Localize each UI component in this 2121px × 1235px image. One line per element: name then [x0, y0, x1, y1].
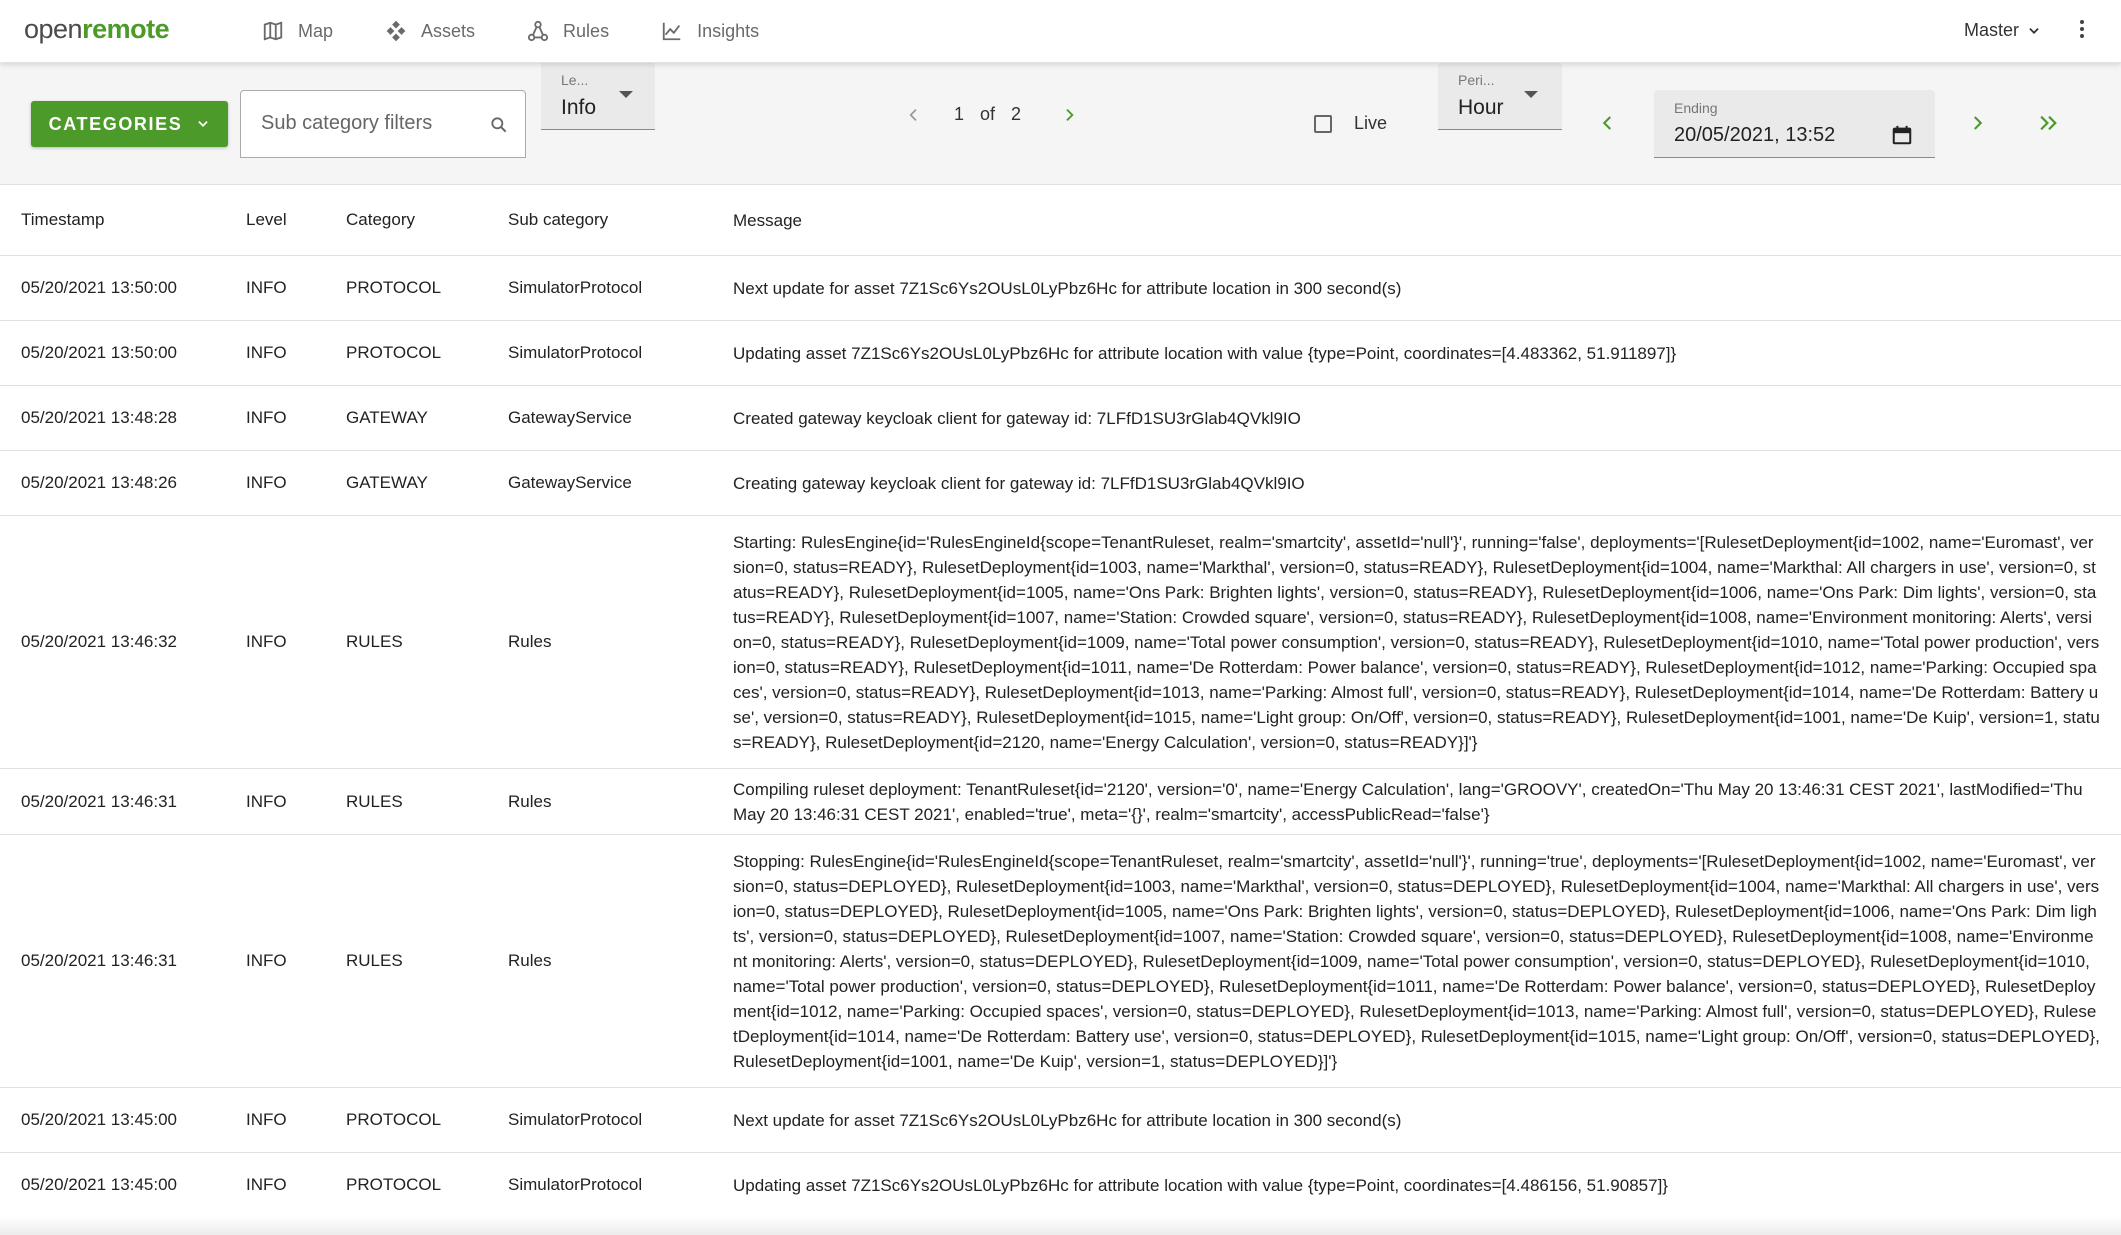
cell-timestamp: 05/20/2021 13:45:00 — [21, 1175, 177, 1194]
app-header — [0, 0, 2121, 63]
chevron-right-icon — [1061, 107, 1077, 123]
period-select-label: Peri... — [1458, 72, 1495, 88]
table-row[interactable] — [0, 386, 2121, 451]
rules-icon — [527, 20, 549, 42]
message-text: Next update for asset 7Z1Sc6Ys2OUsL0LyPbz6Hc for attribute location in 300 second(s) — [733, 278, 1402, 298]
cell-level: INFO — [246, 632, 287, 651]
calendar-icon[interactable] — [1891, 124, 1913, 146]
cell-category: GATEWAY — [346, 473, 428, 492]
cell-level: INFO — [246, 278, 287, 297]
double-chevron-right-icon — [2038, 113, 2060, 133]
level-select-label: Le... — [561, 72, 589, 88]
pagination — [906, 104, 1077, 125]
insights-icon — [661, 20, 683, 42]
ending-date-field[interactable] — [1654, 90, 1935, 158]
map-icon — [262, 20, 284, 42]
message-text: Created gateway keycloak client for gateway id: 7LFfD1SU3rGlab4QVkl9IO — [733, 408, 1301, 428]
cell-timestamp: 05/20/2021 13:50:00 — [21, 278, 177, 297]
cell-subcategory: SimulatorProtocol — [508, 1110, 643, 1129]
live-toggle[interactable] — [1314, 113, 1387, 134]
column-header-subcategory[interactable]: Sub category — [508, 210, 609, 229]
column-header-timestamp[interactable]: Timestamp — [21, 210, 105, 229]
cell-subcategory: SimulatorProtocol — [508, 343, 643, 362]
nav-item-insights[interactable] — [661, 20, 759, 42]
cell-subcategory: Rules — [508, 951, 552, 970]
cell-subcategory: GatewayService — [508, 473, 632, 492]
message-text: Starting: RulesEngine{id='RulesEngineId{scope=TenantRuleset, realm='smartcity', assetId='null'}', running='false', deployments='[RulesetDeployment{id=1002, name='Euromast', version=0, status=READY}, RulesetDeployment{id=1003, name='Markthal', version=0, status=READY}, RulesetDeployment{id=1004, name='Markthal: All chargers in use', version=0, status=READY}, RulesetDeployment{id=1005, name='Ons Park: Brighten lights', version=0, status=READY}, RulesetDeployment{id=1006, name='Ons Park: Dim lights', version=0, status=READY}, RulesetDeployment{id=1007, name='Station: Crowded square', version=0, status=READY}, RulesetDeployment{id=1008, name='Environment monitoring: Alerts', version=0, status=READY}, RulesetDeployment{id=1009, name='Total power consumption', version=0, status=READY}, RulesetDeployment{id=1010, name='Total power production', version=0, status=READY}, RulesetDeployment{id=1011, name='De Rotterdam: Power balance', version=0, status=READY}, RulesetDeployment{id=1012, name='Parking: Occupied spaces', version=0, status=READY}, RulesetDeployment{id=1013, name='Parking: Almost full', version=0, status=READY}, RulesetDeployment{id=1014, name='De Rotterdam: Battery use', version=0, status=READY}, RulesetDeployment{id=1015, name='Light group: On/Off', version=0, status=READY}, RulesetDeployment{id=1001, name='De Kuip', version=1, status=READY}, RulesetDeployment{id=2120, name='Energy Calculation', version=0, status=READY}]'} — [733, 532, 2100, 752]
cell-timestamp: 05/20/2021 13:46:31 — [21, 951, 177, 970]
table-row[interactable] — [0, 451, 2121, 516]
bottom-fade — [0, 1216, 2121, 1235]
message-text: Compiling ruleset deployment: TenantRuleset{id='2120', version='0', name='Energy Calculation', lang='GROOVY', createdOn='Thu May 20 13:46:31 CEST 2021', lastModified='Thu May 20 13:46:31 CEST 2021', enabled='true', meta='{}', realm='smartcity', accessPublicRead='false'} — [733, 779, 2083, 824]
table-row[interactable] — [0, 835, 2121, 1088]
page-of: of — [980, 104, 996, 124]
jump-to-latest-button[interactable] — [2038, 113, 2060, 138]
message-text: Updating asset 7Z1Sc6Ys2OUsL0LyPbz6Hc for attribute location with value {type=Point, coordinates=[4.483362, 51.911897]} — [733, 343, 1677, 363]
cell-category: GATEWAY — [346, 408, 428, 427]
cell-category: PROTOCOL — [346, 278, 442, 297]
cell-timestamp: 05/20/2021 13:48:26 — [21, 473, 177, 492]
cell-message — [733, 321, 2101, 385]
ending-date-value: 20/05/2021, 13:52 — [1674, 124, 1836, 146]
table-header-row — [0, 185, 2121, 256]
cell-level: INFO — [246, 791, 287, 811]
live-label: Live — [1354, 113, 1388, 133]
cell-level: INFO — [246, 1110, 287, 1129]
message-text: Updating asset 7Z1Sc6Ys2OUsL0LyPbz6Hc for attribute location with value {type=Point, coordinates=[4.486156, 51.90857]} — [733, 1175, 1668, 1195]
cell-category: RULES — [346, 632, 403, 651]
caret-down-icon — [619, 91, 633, 98]
nav-item-assets[interactable] — [385, 20, 475, 42]
cell-level: INFO — [246, 408, 287, 427]
logo-text-remote: remote — [82, 14, 170, 44]
message-text: Next update for asset 7Z1Sc6Ys2OUsL0LyPbz6Hc for attribute location in 300 second(s) — [733, 1110, 1402, 1130]
cell-level: INFO — [246, 951, 287, 970]
nav-item-label: Map — [298, 20, 334, 41]
logo-text-open: open — [24, 14, 83, 44]
cell-timestamp: 05/20/2021 13:46:31 — [21, 791, 177, 811]
table-row[interactable] — [0, 1088, 2121, 1153]
table-row[interactable] — [0, 321, 2121, 386]
nav-item-label: Rules — [563, 20, 610, 41]
main-nav — [262, 0, 759, 62]
cell-message — [733, 769, 2101, 834]
cell-timestamp: 05/20/2021 13:45:00 — [21, 1110, 177, 1129]
subcategory-filter-input[interactable] — [259, 111, 483, 136]
cell-message — [733, 1088, 2101, 1152]
cell-category: PROTOCOL — [346, 1110, 442, 1129]
cell-message — [733, 1153, 2101, 1217]
cell-level: INFO — [246, 1175, 287, 1194]
cell-message — [733, 386, 2101, 450]
column-header-category[interactable]: Category — [346, 210, 415, 229]
cell-subcategory: SimulatorProtocol — [508, 278, 643, 297]
openremote-logo[interactable] — [24, 14, 169, 45]
cell-subcategory: Rules — [508, 632, 552, 651]
nav-item-label: Assets — [421, 20, 476, 41]
chevron-left-icon — [1599, 114, 1617, 132]
cell-message — [733, 835, 2101, 1087]
page-total: 2 — [1011, 104, 1022, 124]
cell-subcategory: GatewayService — [508, 408, 632, 427]
table-row[interactable] — [0, 516, 2121, 769]
chevron-left-icon — [906, 107, 922, 123]
cell-category: PROTOCOL — [346, 343, 442, 362]
level-select-value: Info — [561, 96, 597, 119]
period-select-value: Hour — [1458, 96, 1504, 119]
page-current: 1 — [954, 104, 965, 124]
previous-period-button[interactable] — [1599, 114, 1617, 137]
message-text: Stopping: RulesEngine{id='RulesEngineId{scope=TenantRuleset, realm='smartcity', assetId='null'}', running='true', deployments='[RulesetDeployment{id=1002, name='Euromast', version=0, status=DEPLOYED}, RulesetDeployment{id=1003, name='Markthal', version=0, status=DEPLOYED}, RulesetDeployment{id=1004, name='Markthal: All chargers in use', version=0, status=DEPLOYED}, RulesetDeployment{id=1005, name='Ons Park: Brighten lights', version=0, status=DEPLOYED}, RulesetDeployment{id=1006, name='Ons Park: Dim lights', version=0, status=DEPLOYED}, RulesetDeployment{id=1007, name='Station: Crowded square', version=0, status=DEPLOYED}, RulesetDeployment{id=1008, name='Environment monitoring: Alerts', version=0, status=DEPLOYED}, RulesetDeployment{id=1009, name='Total power consumption', version=0, status=DEPLOYED}, RulesetDeployment{id=1010, name='Total power production', version=0, status=DEPLOYED}, RulesetDeployment{id=1011, name='De Rotterdam: Power balance', version=0, status=DEPLOYED}, RulesetDeployment{id=1012, name='Parking: Occupied spaces', version=0, status=DEPLOYED}, RulesetDeployment{id=1013, name='Parking: Almost full', version=0, status=DEPLOYED}, RulesetDeployment{id=1014, name='De Rotterdam: Battery use', version=0, status=DEPLOYED}, RulesetDeployment{id=1015, name='Light group: On/Off', version=0, status=DEPLOYED}, RulesetDeployment{id=1001, name='De Kuip', version=1, status=DEPLOYED}]'} — [733, 851, 2100, 1071]
message-text: Creating gateway keycloak client for gateway id: 7LFfD1SU3rGlab4QVkl9IO — [733, 473, 1305, 493]
nav-item-label: Insights — [697, 20, 760, 41]
ending-date-label: Ending — [1674, 100, 1718, 116]
categories-button[interactable] — [31, 101, 228, 147]
cell-category: PROTOCOL — [346, 1175, 442, 1194]
table-row[interactable] — [0, 1153, 2121, 1218]
level-select[interactable] — [541, 62, 655, 130]
realm-selector[interactable] — [1964, 20, 2041, 41]
cell-category: RULES — [346, 791, 403, 811]
realm-label: Master — [1963, 20, 2019, 40]
logs-toolbar — [0, 62, 2121, 185]
cell-subcategory: Rules — [508, 791, 552, 811]
cell-category: RULES — [346, 951, 403, 970]
column-header-message[interactable]: Message — [733, 210, 802, 230]
next-page-button[interactable] — [1061, 107, 1077, 123]
cell-level: INFO — [246, 473, 287, 492]
cell-timestamp: 05/20/2021 13:48:28 — [21, 408, 177, 427]
subcategory-filter-field[interactable] — [240, 90, 526, 158]
chevron-right-icon — [1968, 114, 1986, 132]
nav-item-rules[interactable] — [527, 20, 609, 42]
more-menu-icon[interactable] — [2079, 20, 2085, 41]
cell-timestamp: 05/20/2021 13:50:00 — [21, 343, 177, 362]
cell-subcategory: SimulatorProtocol — [508, 1175, 643, 1194]
table-row[interactable] — [0, 256, 2121, 321]
cell-level: INFO — [246, 343, 287, 362]
nav-item-map[interactable] — [262, 20, 333, 42]
cell-message — [733, 516, 2101, 768]
search-icon[interactable] — [489, 115, 509, 135]
cell-message — [733, 256, 2101, 320]
table-row[interactable] — [0, 769, 2121, 835]
next-period-button[interactable] — [1968, 114, 1986, 137]
caret-down-icon — [1524, 91, 1538, 98]
live-checkbox[interactable] — [1314, 115, 1332, 133]
cell-timestamp: 05/20/2021 13:46:32 — [21, 632, 177, 651]
logs-table — [0, 185, 2121, 1218]
chevron-down-icon — [196, 117, 210, 131]
previous-page-button[interactable] — [906, 107, 922, 123]
categories-label: CATEGORIES — [48, 113, 183, 134]
period-select[interactable] — [1438, 62, 1562, 130]
cell-message — [733, 451, 2101, 515]
chevron-down-icon — [2027, 24, 2041, 38]
assets-icon — [385, 20, 407, 42]
column-header-level[interactable]: Level — [246, 210, 287, 229]
